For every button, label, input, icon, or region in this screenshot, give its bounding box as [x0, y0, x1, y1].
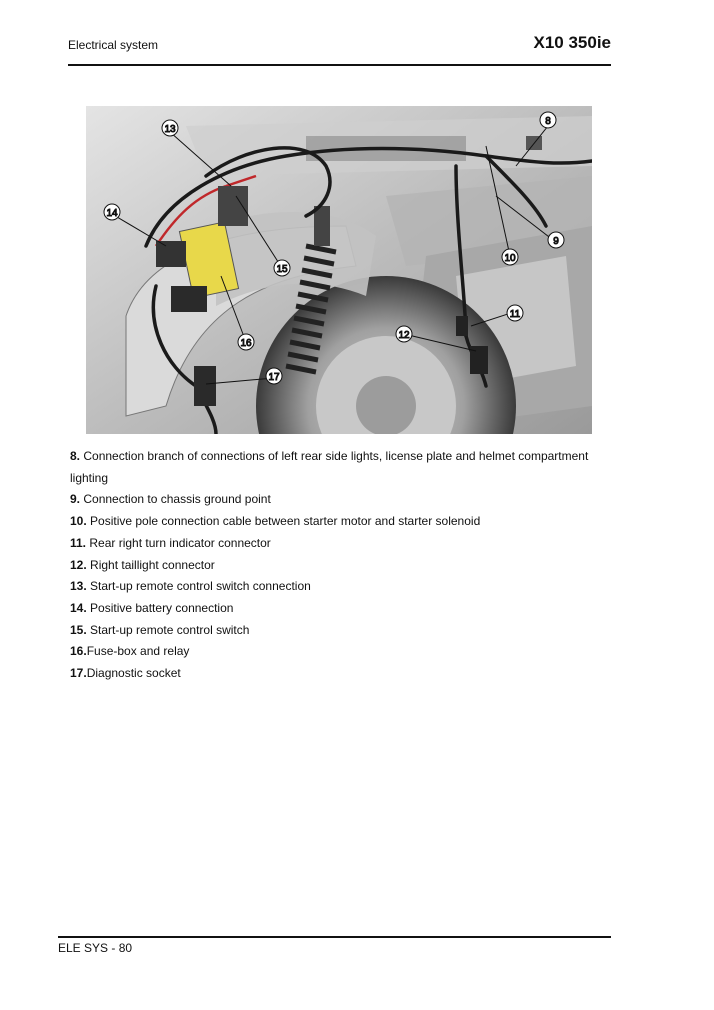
legend-list	[70, 446, 610, 685]
legend-number: 14.	[70, 600, 87, 615]
legend-number: 8.	[70, 449, 81, 463]
header-model-title: X10 350ie	[533, 33, 611, 52]
header-rule	[68, 64, 611, 66]
legend-text: Start-up remote control switch connection	[86, 579, 311, 594]
legend-text: Connection to chassis ground point	[80, 492, 271, 507]
legend-text: Right taillight connector	[86, 557, 215, 572]
legend-number: 11.	[70, 535, 87, 550]
legend-number: 9.	[70, 492, 81, 507]
legend-text: Positive pole connection cable between starter motor and starter solenoid	[86, 514, 481, 529]
legend-item	[70, 598, 610, 620]
callout-16: 16	[240, 338, 252, 349]
legend-item	[70, 576, 610, 598]
legend-item	[70, 511, 610, 533]
legend-number: 16.	[70, 644, 87, 659]
legend-number: 10.	[70, 514, 87, 529]
legend-text: Positive battery connection	[86, 600, 234, 615]
legend-text: Connection branch of connections of left rear side lights, license plate and helmet compartment lighting	[70, 449, 589, 485]
legend-number: 15.	[70, 622, 87, 637]
callout-9: 9	[553, 236, 559, 247]
callout-11: 11	[509, 309, 521, 320]
legend-item	[70, 663, 610, 685]
callout-10: 10	[504, 253, 516, 264]
legend-number: 13.	[70, 579, 87, 594]
legend-text: Start-up remote control switch	[86, 622, 250, 637]
callout-13: 13	[164, 124, 176, 135]
callout-14: 14	[106, 208, 118, 219]
callout-8: 8	[545, 116, 551, 127]
legend-item	[70, 533, 610, 555]
wiring-photo	[86, 106, 592, 434]
legend-item	[70, 641, 610, 663]
callout-17: 17	[268, 372, 280, 383]
legend-item	[70, 446, 610, 489]
legend-item	[70, 620, 610, 642]
legend-text: Fuse-box and relay	[86, 644, 190, 659]
legend-number: 12.	[70, 557, 87, 572]
legend-item	[70, 489, 610, 511]
footer-rule	[58, 936, 611, 938]
legend-item	[70, 555, 610, 577]
header-section-title: Electrical system	[68, 38, 159, 52]
legend-number: 17.	[70, 666, 87, 681]
callout-12: 12	[398, 330, 410, 341]
legend-text: Rear right turn indicator connector	[86, 535, 271, 550]
callout-15: 15	[276, 264, 288, 275]
legend-text: Diagnostic socket	[86, 666, 181, 681]
page-number: ELE SYS - 80	[58, 941, 133, 955]
